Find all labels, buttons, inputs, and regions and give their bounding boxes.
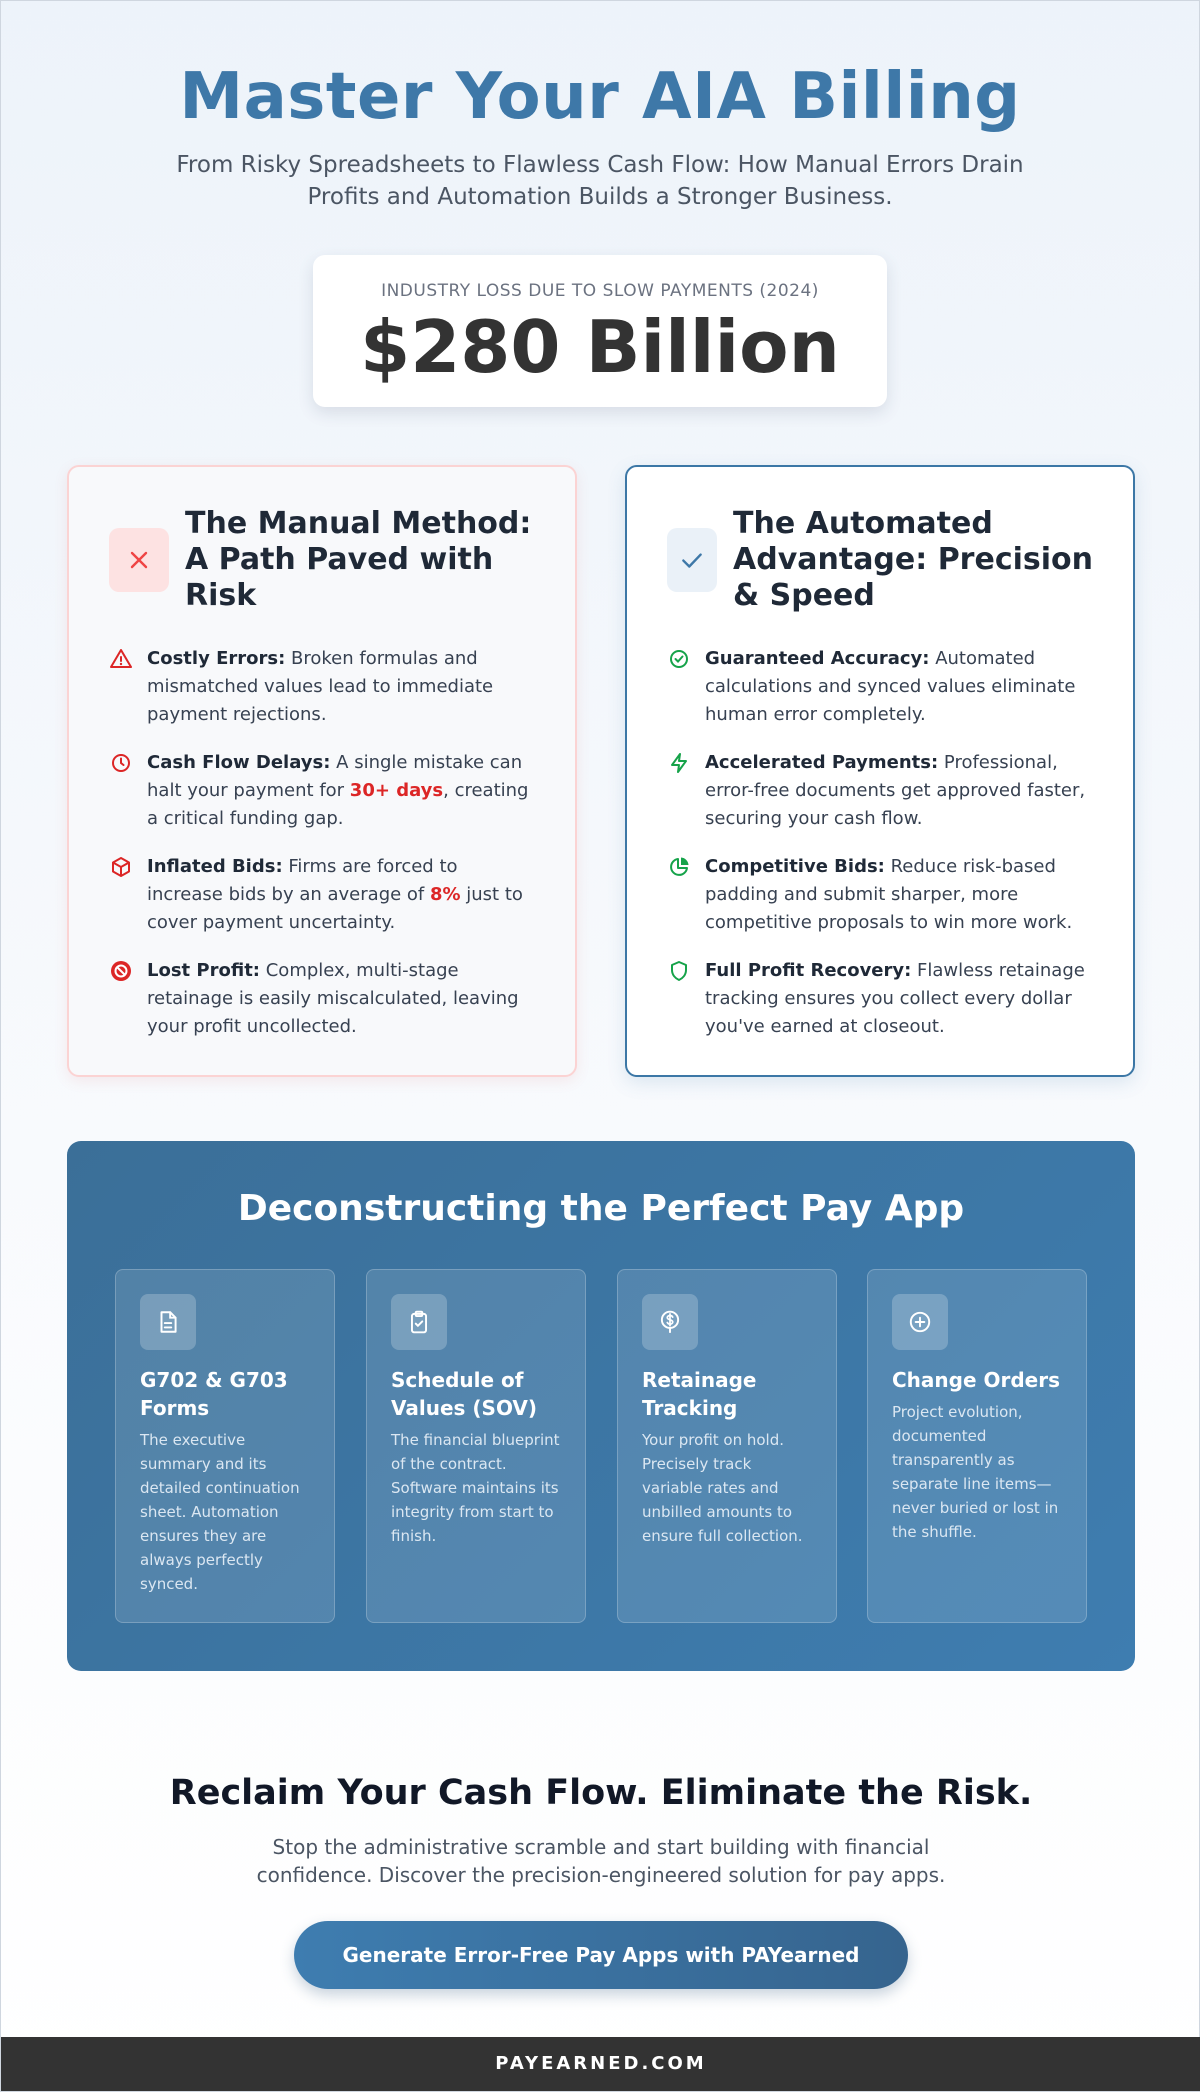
manual-item — [109, 853, 535, 937]
footer — [1, 2037, 1200, 2091]
plus-circle-icon — [892, 1294, 948, 1350]
stat-value: $280 Billion — [360, 305, 840, 389]
pay-app-card-title: G702 & G703 Forms — [140, 1368, 288, 1420]
shield-icon — [667, 959, 691, 983]
automated-card-header — [667, 505, 1093, 615]
pay-app-card-retainage — [617, 1269, 837, 1623]
dollar-pin-icon — [642, 1294, 698, 1350]
box-icon — [109, 855, 133, 879]
manual-item-text: Inflated Bids: Firms are forced to increase bids by an average of 8% just to cover payment uncertainty. — [147, 856, 523, 933]
pay-app-card-text: The financial blueprint of the contract. Software maintains its integrity from start to finish. — [391, 1431, 560, 1545]
page-subtitle: From Risky Spreadsheets to Flawless Cash Flow: How Manual Errors Drain Profits and Automation Builds a Stronger Business. — [176, 152, 1024, 210]
document-icon — [140, 1294, 196, 1350]
automated-item-text: Full Profit Recovery: Flawless retainage tracking ensures you collect every dollar you've earned at closeout. — [705, 960, 1085, 1037]
pay-app-card-title: Schedule of Values (SOV) — [391, 1368, 538, 1420]
manual-item — [109, 957, 535, 1041]
automated-card-title: The Automated Advantage: Precision & Speed — [733, 506, 1093, 613]
prohibited-icon — [109, 959, 133, 983]
automated-item — [667, 853, 1093, 937]
pay-app-title: Deconstructing the Perfect Pay App — [237, 1188, 965, 1229]
clock-icon — [109, 751, 133, 775]
manual-item — [109, 749, 535, 833]
automated-item — [667, 957, 1093, 1041]
pay-app-card-text: Your profit on hold. Precisely track variable rates and unbilled amounts to ensure full collection. — [642, 1431, 803, 1545]
cta-title: Reclaim Your Cash Flow. Eliminate the Risk. — [169, 1773, 1033, 1813]
generate-pay-apps-button[interactable]: Generate Error-Free Pay Apps with PAYearned — [294, 1921, 908, 1989]
manual-method-card — [67, 465, 577, 1077]
automated-advantage-card — [625, 465, 1135, 1077]
x-icon — [109, 528, 169, 592]
footer-domain: PAYEARNED.COM — [495, 2053, 707, 2074]
pay-app-section — [67, 1141, 1135, 1671]
automated-item-text: Accelerated Payments: Professional, error-free documents get approved faster, securing your cash flow. — [705, 752, 1086, 829]
stat-label: INDUSTRY LOSS DUE TO SLOW PAYMENTS (2024) — [381, 281, 819, 301]
pay-app-card-sov — [366, 1269, 586, 1623]
hero-section — [1, 1, 1199, 213]
pay-app-card-change-orders — [867, 1269, 1087, 1623]
lightning-icon — [667, 751, 691, 775]
warning-icon — [109, 647, 133, 671]
check-circle-icon — [667, 647, 691, 671]
manual-item — [109, 645, 535, 729]
manual-card-header — [109, 505, 535, 615]
check-icon — [667, 528, 717, 592]
pay-app-card-title: Change Orders — [892, 1368, 1061, 1392]
manual-card-title: The Manual Method: A Path Paved with Risk — [185, 506, 532, 613]
cta-text: Stop the administrative scramble and start building with financial confidence. Discover the precision-engineered solution for pay apps. — [256, 1835, 946, 1887]
clipboard-check-icon — [391, 1294, 447, 1350]
pay-app-card-title: Retainage Tracking — [642, 1368, 757, 1420]
manual-item-text: Lost Profit: Complex, multi-stage retainage is easily miscalculated, leaving your profit uncollected. — [147, 960, 519, 1037]
comparison-section — [67, 465, 1135, 1077]
manual-item-text: Cash Flow Delays: A single mistake can halt your payment for 30+ days, creating a critical funding gap. — [147, 752, 529, 829]
pay-app-card-text: Project evolution, documented transparently as separate line items—never buried or lost in the shuffle. — [892, 1403, 1059, 1541]
manual-item-text: Costly Errors: Broken formulas and mismatched values lead to immediate payment rejections. — [147, 648, 494, 725]
automated-item-text: Guaranteed Accuracy: Automated calculations and synced values eliminate human error completely. — [705, 648, 1076, 725]
pay-app-grid — [115, 1269, 1087, 1623]
cta-section — [1, 1771, 1200, 1989]
stat-card — [313, 255, 887, 407]
page-title: Master Your AIA Billing — [179, 60, 1021, 134]
automated-item — [667, 645, 1093, 729]
pay-app-card-forms — [115, 1269, 335, 1623]
pie-chart-icon — [667, 855, 691, 879]
automated-item — [667, 749, 1093, 833]
pay-app-card-text: The executive summary and its detailed continuation sheet. Automation ensures they are always perfectly synced. — [140, 1431, 300, 1593]
automated-item-text: Competitive Bids: Reduce risk-based padding and submit sharper, more competitive proposals to win more work. — [705, 856, 1073, 933]
